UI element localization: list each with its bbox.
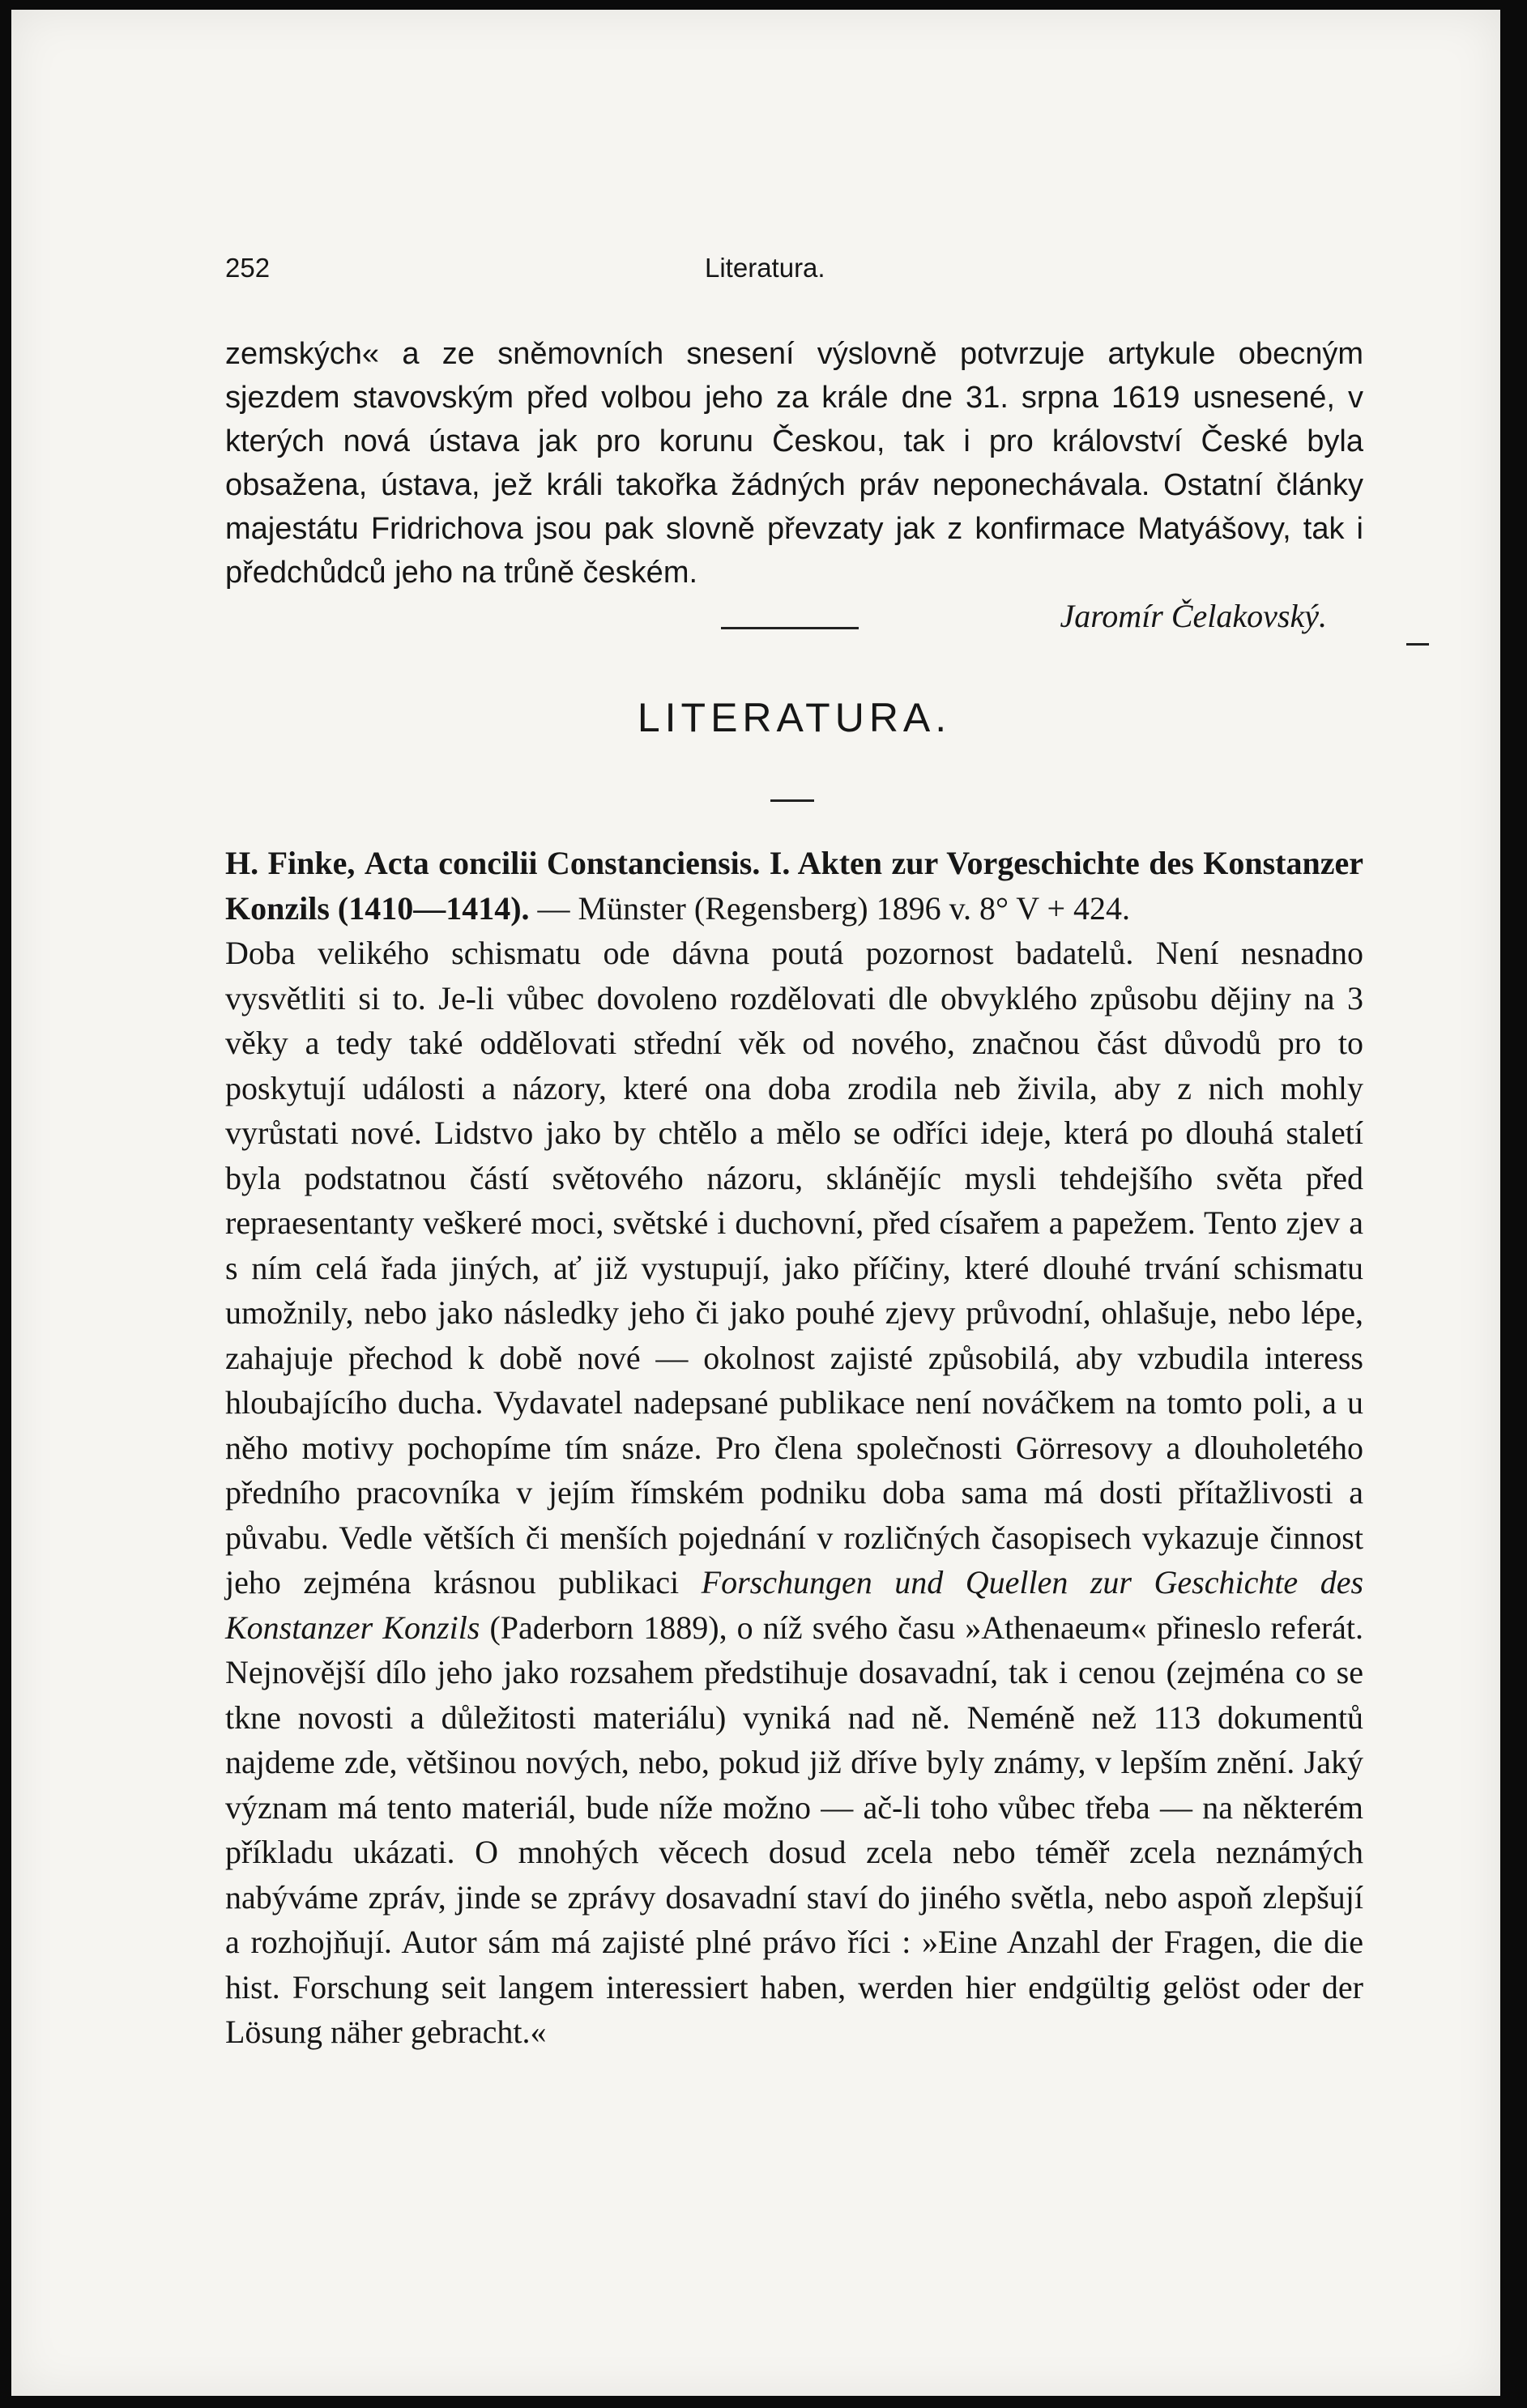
section-divider xyxy=(721,627,859,629)
previous-review-ending xyxy=(225,332,1363,638)
margin-mark xyxy=(1406,643,1429,646)
review-article xyxy=(225,841,1363,2055)
book-publication: — Münster (Regensberg) 1896 v. 8° V + 424. xyxy=(537,889,1131,927)
review-body-part-1: Doba velikého schismatu ode dávna poutá pozornost badatelů. Není nesnadno vysvětliti si to. Je-li vůbec dovoleno rozdělovati dle obvyklého způsobu dějiny na 3 věky a tedy také oddělovati střední věk od nového, značnou část důvodů pro to poskytují události a názory, které ona doba zrodila neb živila, aby z nich mohly vyrůstati nové. Lidstvo jako by chtělo a mělo se odříci ideje, která po dlouhá staletí byla podstatnou částí světového názoru, sklánějíc mysli tehdejšího světa před repraesentanty veškeré moci, světské i duchovní, před císařem a papežem. Tento zjev a s ním celá řada jiných, ať již vystupují, jako příčiny, které dlouhé trvání schismatu umožnily, nebo jako následky jeho či jako pouhé zjevy průvodní, ohlašuje, nebo lépe, zahajuje přechod k době nové — okolnost zajisté způsobilá, aby vzbudila interess hloubajícího ducha. Vydavatel nadepsané publikace není nováčkem na tomto poli, a u něho motivy pochopíme tím snáze. Pro člena společnosti Görresovy a dlouholetého předního pracovníka v jejím římském podniku doba sama má dosti přítažlivosti a půvabu. Vedle větších či menších pojednání v rozličných časopisech vykazuje činnost jeho zejména krásnou publikaci xyxy=(225,935,1363,1600)
page-sheet xyxy=(11,10,1500,2396)
review-body-part-2: (Paderborn 1889), o níž svého času »Athenaeum« přineslo referát. Nejnovější dílo jeho jako rozsahem předstihuje dosavadní, tak i cenou (zejména co se tkne novosti a důležitosti materiálu) vyniká nad ně. Neméně než 113 dokumentů najdeme zde, většinou nových, nebo, pokud již dříve byly známy, v lepším znění. Jaký význam má tento materiál, bude níže možno — ač-li toho vůbec třeba — na některém příkladu ukázati. O mnohých věcech dosud zcela nebo téměř zcela neznámých nabýváme zpráv, jinde se zprávy dosavadní staví do jiného světla, nebo aspoň zlepšují a rozhojňují. Autor sám má zajisté plné právo říci : »Eine Anzahl der Fragen, die die hist. Forschung seit langem interessiert haben, werden hier endgültig gelöst oder der Lösung näher gebracht.« xyxy=(225,1609,1364,2050)
page-header xyxy=(225,253,1363,293)
book-author: H. Finke, xyxy=(225,845,356,881)
page-number: 252 xyxy=(225,253,271,283)
cited-work-title: Forschungen und Quellen zur Geschichte des Konstanzer Konzils xyxy=(225,1564,1364,1646)
book-title: Acta concilii Constanciensis. I. Akten zur Vorgeschichte des Konstanzer Konzils (1410—1414). xyxy=(225,845,1364,927)
previous-review-text: zemských« a ze sněmovních snesení výslovně potvrzuje artykule obecným sjezdem stavovským před volbou jeho za krále dne 31. srpna 1619 usnesené, v kterých nová ústava jak pro korunu Českou, tak i pro království České byla obsažena, ústava, jež králi takořka žádných práv neponechávala. Ostatní články majestátu Fridrichova jsou pak slovně převzaty jak z konfirmace Matyášovy, tak i předchůdců jeho na trůně českém. xyxy=(225,337,1363,590)
running-head: Literatura. xyxy=(705,253,825,283)
bibliographic-entry xyxy=(225,841,1363,931)
title-divider xyxy=(770,799,814,802)
section-title: LITERATURA. xyxy=(637,695,952,740)
reviewer-signature: Jaromír Čelakovský. xyxy=(1060,598,1327,634)
review-body xyxy=(225,931,1363,2055)
